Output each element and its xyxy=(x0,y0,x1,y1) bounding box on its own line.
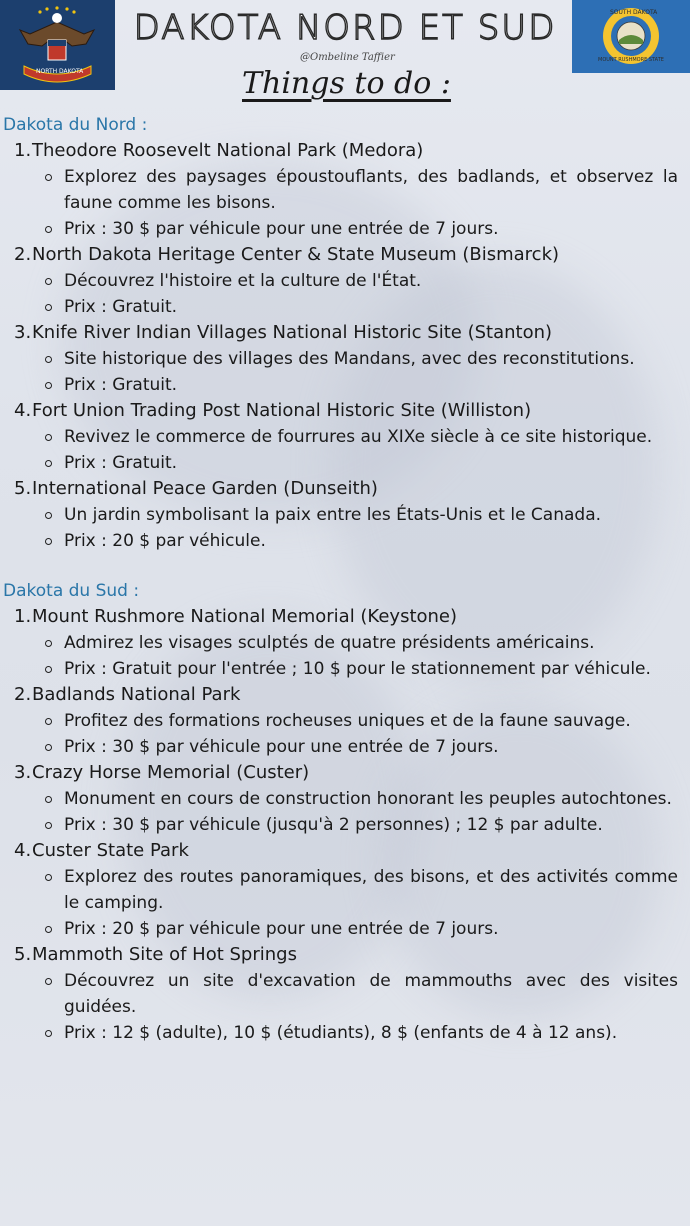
place-name: Crazy Horse Memorial (Custer) xyxy=(32,762,310,783)
place-number: 1. xyxy=(14,606,32,627)
detail-item: Profitez des formations rocheuses uniques et de la faune sauvage. xyxy=(64,708,678,734)
place-item xyxy=(14,138,690,242)
south-dakota-flag-label: SOUTH DAKOTA xyxy=(610,9,658,16)
place-number: 5. xyxy=(14,944,32,965)
detail-item: Admirez les visages sculptés de quatre présidents américains. xyxy=(64,630,678,656)
detail-item: Prix : Gratuit. xyxy=(64,450,678,476)
detail-item: Site historique des villages des Mandans, avec des reconstitutions. xyxy=(64,346,678,372)
place-item xyxy=(14,682,690,760)
detail-item: Un jardin symbolisant la paix entre les États-Unis et le Canada. xyxy=(64,502,678,528)
place-item xyxy=(14,476,690,554)
place-number: 2. xyxy=(14,244,32,265)
detail-item: Explorez des paysages époustouflants, des badlands, et observez la faune comme les bisons. xyxy=(64,164,678,216)
place-name: Custer State Park xyxy=(32,840,189,861)
place-number: 4. xyxy=(14,400,32,421)
place-item xyxy=(14,242,690,320)
detail-item: Prix : 12 $ (adulte), 10 $ (étudiants), 8 $ (enfants de 4 à 12 ans). xyxy=(64,1020,678,1046)
place-details xyxy=(32,164,690,242)
detail-item: Prix : 30 $ par véhicule (jusqu'à 2 personnes) ; 12 $ par adulte. xyxy=(64,812,678,838)
place-name: Fort Union Trading Post National Historic Site (Williston) xyxy=(32,400,532,421)
place-item xyxy=(14,942,690,1046)
detail-item: Prix : Gratuit. xyxy=(64,372,678,398)
detail-item: Prix : 30 $ par véhicule pour une entrée de 7 jours. xyxy=(64,734,678,760)
south-dakota-flag xyxy=(572,0,690,73)
detail-item: Prix : 30 $ par véhicule pour une entrée de 7 jours. xyxy=(64,216,678,242)
place-details xyxy=(32,786,690,838)
place-details xyxy=(32,424,690,476)
place-item xyxy=(14,760,690,838)
place-number: 4. xyxy=(14,840,32,861)
page-subtitle: Things to do : xyxy=(242,66,451,101)
place-details xyxy=(32,864,690,942)
place-name: Knife River Indian Villages National Historic Site (Stanton) xyxy=(32,322,553,343)
detail-item: Explorez des routes panoramiques, des bisons, et des activités comme le camping. xyxy=(64,864,678,916)
north-dakota-flag-label: NORTH DAKOTA xyxy=(36,68,84,75)
south-dakota-flag-motto: MOUNT RUSHMORE STATE xyxy=(598,57,664,63)
place-item xyxy=(14,398,690,476)
place-details xyxy=(32,708,690,760)
place-number: 1. xyxy=(14,140,32,161)
place-details xyxy=(32,502,690,554)
place-number: 3. xyxy=(14,322,32,343)
place-details xyxy=(32,346,690,398)
north-dakota-heading: Dakota du Nord : xyxy=(3,115,148,135)
place-number: 2. xyxy=(14,684,32,705)
place-item xyxy=(14,604,690,682)
north-places-list xyxy=(0,138,690,554)
south-places-list xyxy=(0,604,690,1046)
place-name: Badlands National Park xyxy=(32,684,241,705)
detail-item: Prix : 20 $ par véhicule. xyxy=(64,528,678,554)
eagle-seal-icon xyxy=(0,0,115,90)
place-number: 3. xyxy=(14,762,32,783)
place-number: 5. xyxy=(14,478,32,499)
place-item xyxy=(14,320,690,398)
south-dakota-heading: Dakota du Sud : xyxy=(3,581,140,601)
place-details xyxy=(32,268,690,320)
place-item xyxy=(14,838,690,942)
place-name: Mount Rushmore National Memorial (Keystone) xyxy=(32,606,458,627)
detail-item: Revivez le commerce de fourrures au XIXe siècle à ce site historique. xyxy=(64,424,678,450)
content xyxy=(0,112,690,1046)
place-name: Theodore Roosevelt National Park (Medora) xyxy=(32,140,424,161)
place-details xyxy=(32,968,690,1046)
detail-item: Prix : Gratuit. xyxy=(64,294,678,320)
detail-item: Découvrez l'histoire et la culture de l'État. xyxy=(64,268,678,294)
detail-item: Prix : 20 $ par véhicule pour une entrée de 7 jours. xyxy=(64,916,678,942)
detail-item: Prix : Gratuit pour l'entrée ; 10 $ pour le stationnement par véhicule. xyxy=(64,656,678,682)
place-name: Mammoth Site of Hot Springs xyxy=(32,944,297,965)
place-details xyxy=(32,630,690,682)
author-credit: @Ombeline Taffier xyxy=(300,52,395,63)
detail-item: Monument en cours de construction honorant les peuples autochtones. xyxy=(64,786,678,812)
place-name: North Dakota Heritage Center & State Museum (Bismarck) xyxy=(32,244,560,265)
detail-item: Découvrez un site d'excavation de mammouths avec des visites guidées. xyxy=(64,968,678,1020)
place-name: International Peace Garden (Dunseith) xyxy=(32,478,378,499)
page-title: DAKOTA NORD ET SUD xyxy=(133,8,557,48)
north-dakota-flag xyxy=(0,0,115,90)
